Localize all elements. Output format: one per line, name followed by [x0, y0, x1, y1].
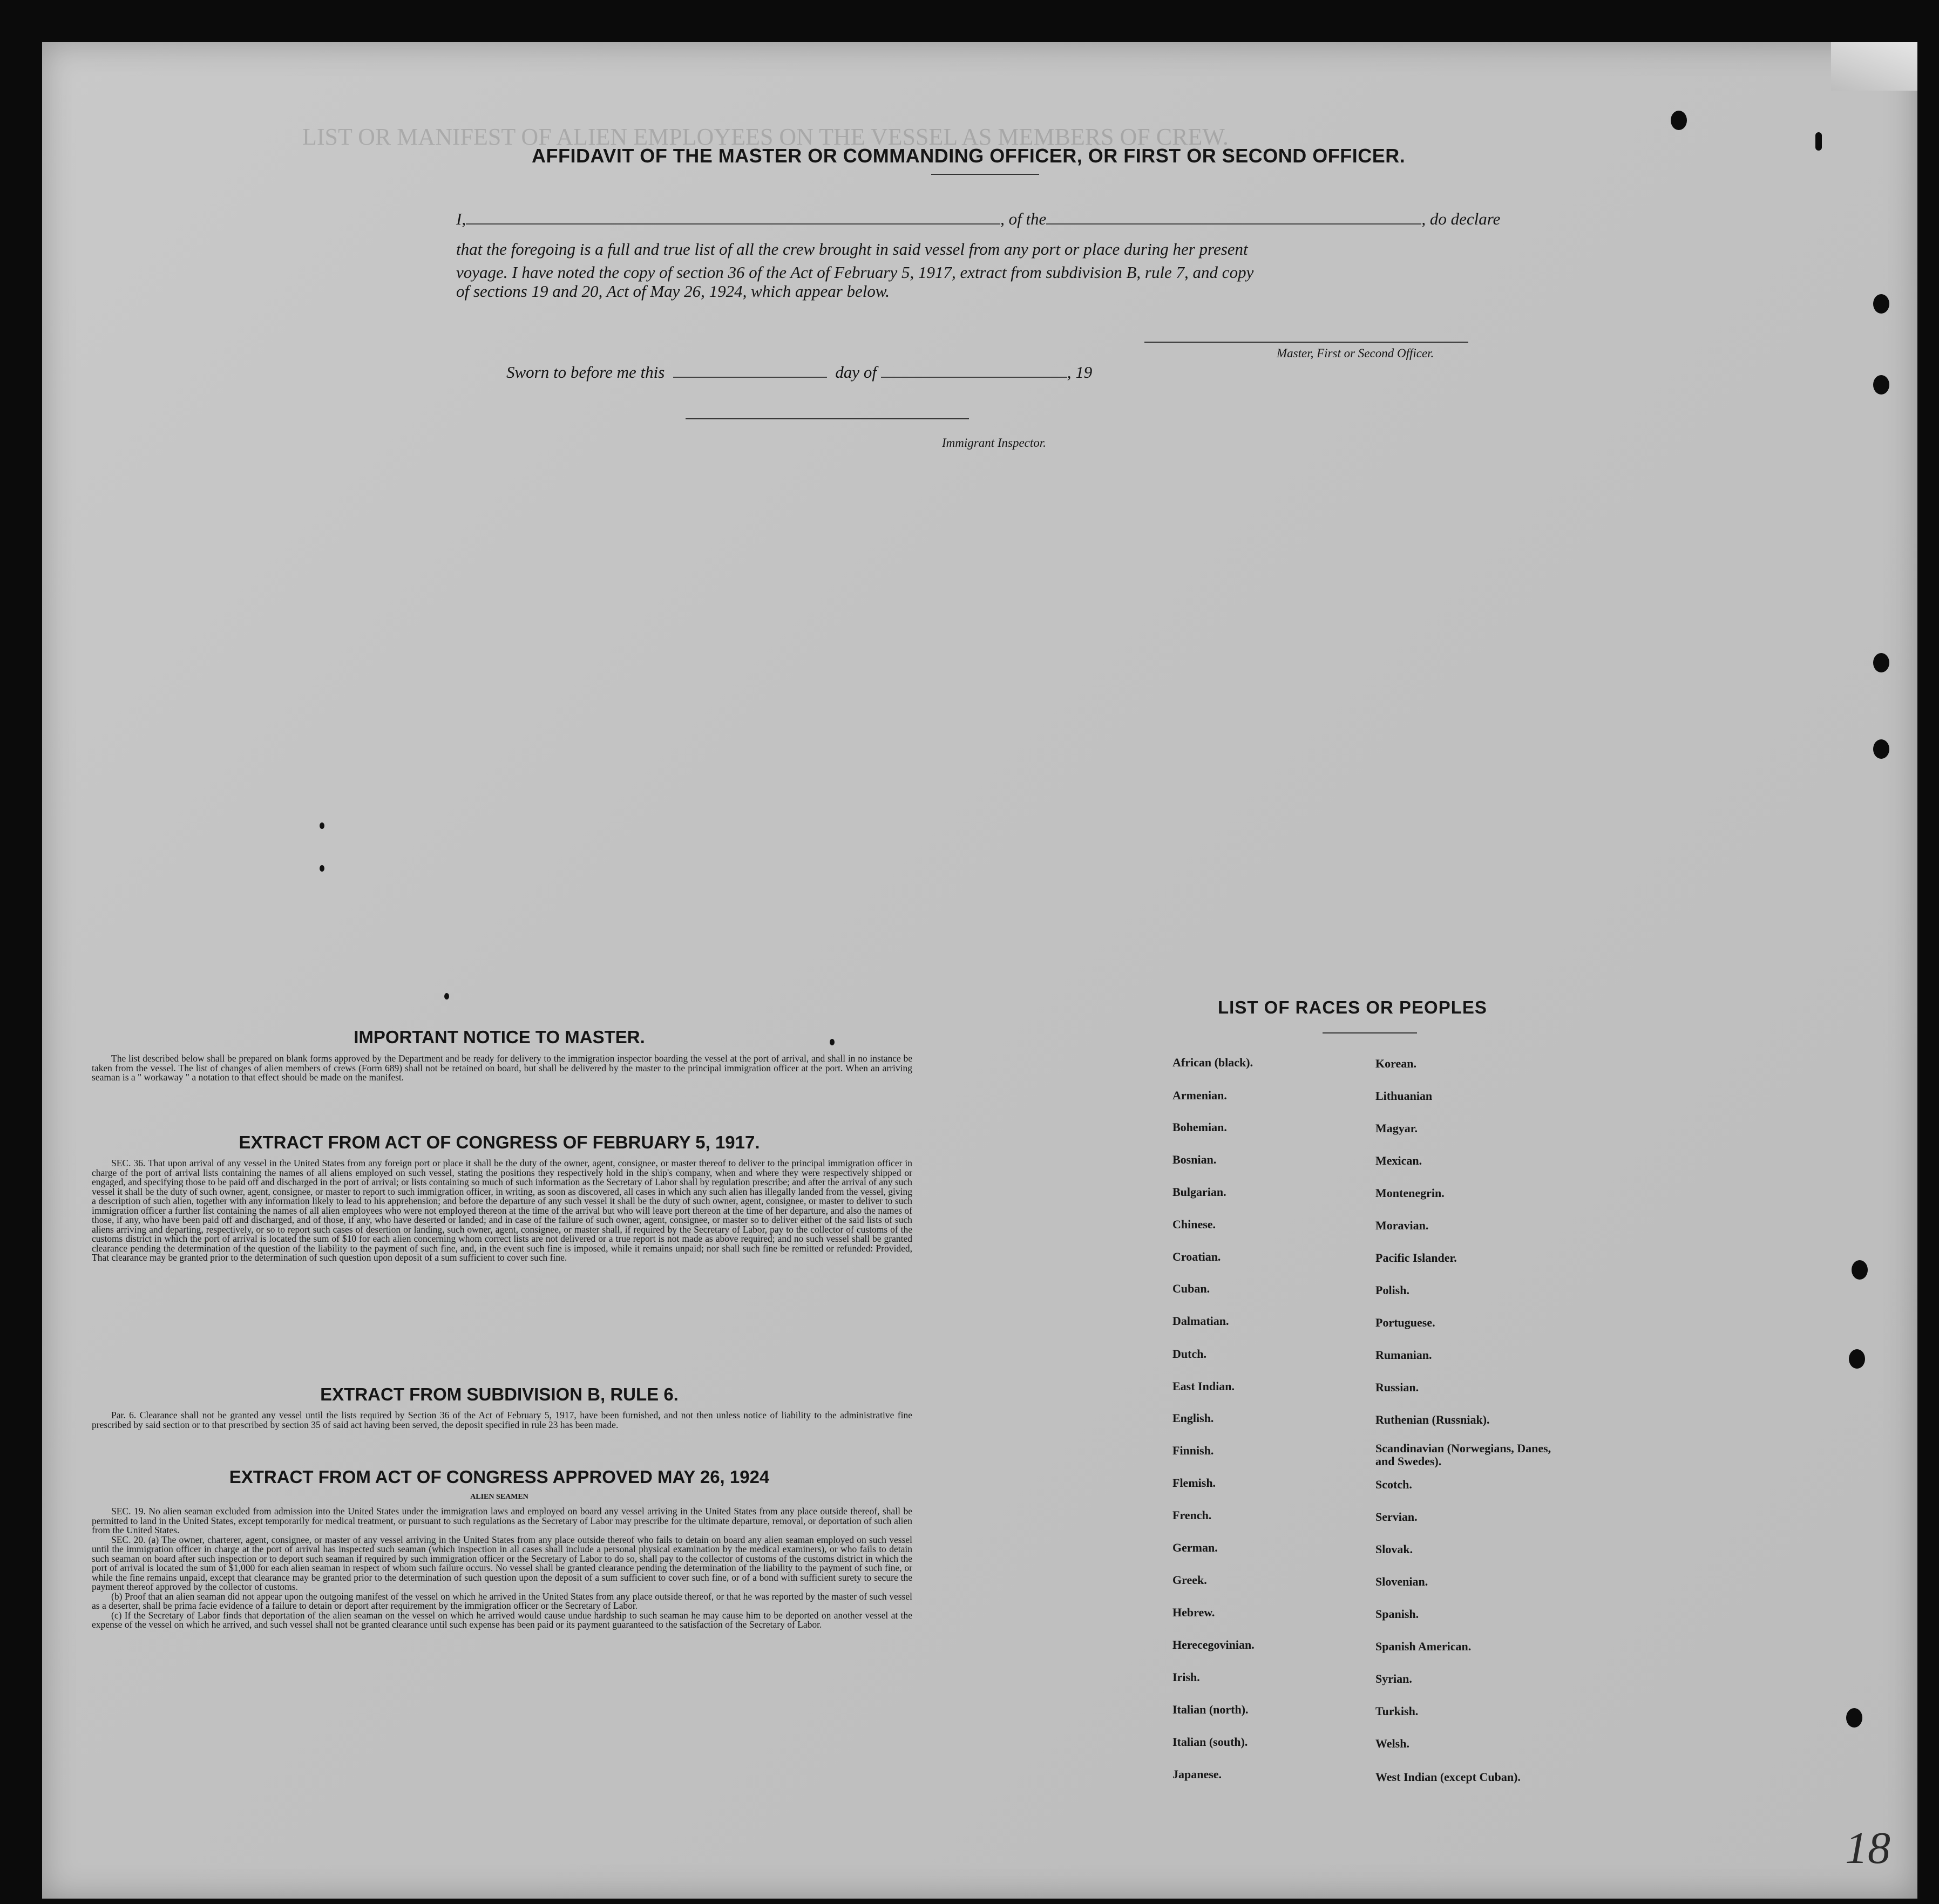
race-item: Ruthenian (Russniak). [1375, 1413, 1490, 1426]
race-item: Mexican. [1375, 1154, 1422, 1167]
race-item: Portuguese. [1375, 1316, 1435, 1329]
extract-1917-title: EXTRACT FROM ACT OF CONGRESS OF FEBRUARY 5, 1917. [239, 1132, 760, 1152]
race-item: African (black). [1172, 1056, 1253, 1069]
race-item: Hebrew. [1172, 1606, 1215, 1619]
affidavit-line-2: that the foregoing is a full and true list of all the crew brought in said vessel from any port or place during her present [456, 240, 1248, 259]
race-item: Greek. [1172, 1573, 1207, 1587]
race-item: Japanese. [1172, 1767, 1222, 1781]
race-item: Lithuanian [1375, 1089, 1433, 1103]
races-title: LIST OF RACES OR PEOPLES [1218, 997, 1487, 1017]
race-item: Spanish. [1375, 1607, 1419, 1621]
race-item: Welsh. [1375, 1737, 1409, 1750]
extract-rule6-paragraph: Par. 6. Clearance shall not be granted any vessel until the lists required by Section 36 of the Act of February 5, 1917, have been furnished, and not then unless notice of liability to the administrative fine prescribed by said section or to that prescribed by section 35 of said act having been served, the deposit specified in rule 23 has been made. [92, 1410, 912, 1430]
race-item: Armenian. [1172, 1089, 1227, 1102]
sworn-month-blank[interactable] [881, 362, 1067, 378]
affidavit-line-4: of sections 19 and 20, Act of May 26, 1924, which appear below. [456, 282, 890, 301]
affidavit-title-rule [931, 174, 1039, 175]
affidavit-line-3: voyage. I have noted the copy of section 36 of the Act of February 5, 1917, extract from subdivision B, rule 7, and copy [456, 263, 1254, 282]
race-item: Bosnian. [1172, 1153, 1217, 1166]
race-item: Montenegrin. [1375, 1186, 1445, 1200]
notice-paragraph: The list described below shall be prepared on blank forms approved by the Department and be ready for delivery to the immigration inspector boarding the vessel at the port of arrival, and shall in no instance be taken from the vessel. The list of changes of alien members of crews (Form 689) shall not be retained on board, but shall be delivered by the master to the principal immigration officer at the port. When an arriving seaman is a " workaway " a notation to that effect should be made on the manifest. [92, 1053, 912, 1083]
extract-1917-paragraph: SEC. 36. That upon arrival of any vessel in the United States from any foreign port or place it shall be the duty of the owner, agent, consignee, or master thereof to deliver to the principal immigration officer in charge of the port of arrival lists containing the names of all aliens employed on such vessel, stating the positions they respectively hold in the ship's company, when and where they were respectively shipped or engaged, and specifying those to be paid off and discharged in the port of arrival; or lists containing so much of such information as the Secretary of Labor shall by regulation prescribe; and after the arrival of any such vessel it shall be the duty of such owner, agent, consignee, or master to report to such immigration officer, in writing, as soon as discovered, all cases in which any such alien has illegally landed from the vessel, giving a description of such alien, together with any information likely to lead to his apprehension; and before the departure of any such vessel it shall be the duty of such owner, agent, consignee, or master to deliver to such immigration officer a further list containing the names of all alien employees who were not employed thereon at the time of the arrival but who will leave port thereon at the time of her departure, and also the names of those, if any, who have been paid off and discharged, and of those, if any, who have deserted or landed; and in case of the failure of such owner, agent, consignee, or master so to deliver either of the said lists of such aliens arriving and departing, respectively, or so to report such cases of desertion or landing, such owner, agent, consignee, or master shall, if required by the Secretary of Labor, pay to the collector of customs of the customs district in which the port of arrival is located the sum of $10 for each alien concerning whom correct lists are not delivered or a true report is not made as above required; and no such vessel shall be granted clearance pending the determination of the question of the liability to the payment of such fine, and, in the event such fine is imposed, while it remains unpaid; nor shall such fine be remitted or refunded: Provided, That clearance may be granted prior to the determination of such question upon deposit of a sum sufficient to cover such fine. [92, 1158, 912, 1263]
extract-1924-body [92, 1507, 912, 1630]
race-item: Syrian. [1375, 1672, 1412, 1685]
race-item: Chinese. [1172, 1218, 1216, 1231]
sec-20a-paragraph: SEC. 20. (a) The owner, charterer, agent, consignee, or master of any vessel arriving in the United States from any place outside thereof who fails to detain on board any alien seaman employed on such vessel until the immigration officer in charge at the port of arrival has inspected such seaman (which inspection in all cases shall include a personal physical examination by the medical examiners), or who fails to detain such seaman on board after such inspection or to deport such seaman if required by such immigration officer or the Secretary of Labor to do so, shall pay to the collector of customs of the customs district in which the port of arrival is located the sum of $1,000 for each alien seaman in respect of whom such failure occurs. No vessel shall be granted clearance pending the determination of the liability to the payment of such fine, or while the fine remains unpaid, except that clearance may be granted prior to the determination of such question upon the deposit of a sum sufficient to cover such fine, or of a bond with sufficient surety to secure the payment thereof approved by the collector of customs. [92, 1534, 912, 1592]
punch-hole [1873, 739, 1889, 759]
race-item: Flemish. [1172, 1476, 1216, 1490]
stray-mark [320, 865, 324, 872]
race-item: Rumanian. [1375, 1348, 1432, 1362]
sworn-year: , 19 [1067, 362, 1093, 382]
extract-1924-subtitle: ALIEN SEAMEN [470, 1493, 528, 1501]
sworn-day-blank[interactable] [673, 362, 827, 378]
affidavit-title: AFFIDAVIT OF THE MASTER OR COMMANDING OFFICER, OR FIRST OR SECOND OFFICER. [532, 145, 1406, 167]
affidavit-line-1 [456, 208, 1500, 229]
race-item: Cuban. [1172, 1282, 1210, 1295]
race-item: Italian (north). [1172, 1703, 1249, 1716]
punch-hole [1873, 653, 1889, 672]
punch-hole [1849, 1349, 1865, 1369]
master-name-blank[interactable] [466, 208, 1000, 225]
race-item: Scotch. [1375, 1478, 1412, 1491]
race-item: French. [1172, 1508, 1212, 1522]
race-item: Dalmatian. [1172, 1314, 1229, 1328]
punch-hole [1852, 1260, 1868, 1280]
sworn-day-of: day of [835, 362, 877, 382]
page-number: 18 [1845, 1823, 1890, 1873]
race-item: English. [1172, 1411, 1214, 1425]
punch-hole [1846, 1708, 1862, 1728]
race-item: Polish. [1375, 1283, 1409, 1297]
race-item: Korean. [1375, 1057, 1416, 1070]
inspector-caption: Immigrant Inspector. [942, 436, 1046, 450]
punch-hole [1671, 111, 1687, 130]
race-item: Bulgarian. [1172, 1185, 1226, 1199]
race-item: Moravian. [1375, 1219, 1429, 1232]
extract-1924-title: EXTRACT FROM ACT OF CONGRESS APPROVED MAY 26, 1924 [229, 1467, 770, 1487]
race-item: East Indian. [1172, 1379, 1235, 1393]
notice-body [92, 1054, 912, 1083]
signature-caption: Master, First or Second Officer. [1277, 346, 1434, 360]
punch-hole [1815, 132, 1822, 151]
signature-line[interactable] [1144, 342, 1468, 343]
race-item: Italian (south). [1172, 1735, 1248, 1749]
races-title-rule [1323, 1032, 1417, 1033]
notice-title: IMPORTANT NOTICE TO MASTER. [354, 1027, 645, 1047]
sec-19-paragraph: SEC. 19. No alien seaman excluded from admission into the United States under the immigration laws and employed on board any vessel arriving in the United States from any place outside thereof, shall be permitted to land in the United States, except temporarily for medical treatment, or pursuant to such regulations as the Secretary of Labor may prescribe for the ultimate departure, removal, or deportation of such alien from the United States. [92, 1506, 912, 1535]
race-item: Slovenian. [1375, 1575, 1428, 1588]
race-item: Pacific Islander. [1375, 1251, 1457, 1264]
race-item: Croatian. [1172, 1250, 1221, 1263]
race-item: Herecegovinian. [1172, 1638, 1255, 1651]
extract-rule6-title: EXTRACT FROM SUBDIVISION B, RULE 6. [320, 1384, 679, 1404]
affidavit-i-label: I, [456, 209, 466, 228]
extract-rule6-body [92, 1411, 912, 1430]
vessel-name-blank[interactable] [1046, 208, 1421, 225]
race-item: Scandinavian (Norwegians, Danes, and Swedes). [1375, 1441, 1551, 1468]
race-item: Turkish. [1375, 1704, 1419, 1718]
race-item: West Indian (except Cuban). [1375, 1770, 1521, 1784]
stray-mark [830, 1039, 835, 1045]
inspector-signature-line[interactable] [686, 418, 969, 419]
race-item: Dutch. [1172, 1347, 1206, 1361]
sworn-line [506, 362, 1092, 382]
race-item: Russian. [1375, 1381, 1419, 1394]
race-item: Irish. [1172, 1670, 1200, 1684]
punch-hole [1873, 375, 1889, 395]
punch-hole [1873, 294, 1889, 314]
of-the-label: , of the [1000, 209, 1047, 228]
race-item: German. [1172, 1541, 1218, 1554]
sec-20c-paragraph: (c) If the Secretary of Labor finds that deportation of the alien seaman on the vessel on which he arrived would cause undue hardship to such seaman he may cause him to be deported on another vessel at the expense of the vessel on which he arrived, and such vessel shall not be granted clearance until such expense has been paid or its payment guaranteed to the satisfaction of the Secretary of Labor. [92, 1609, 912, 1630]
stray-mark [320, 822, 324, 829]
folded-corner [1831, 42, 1917, 91]
extract-1917-body [92, 1159, 912, 1263]
bleed-through-text: LIST OR MANIFEST OF ALIEN EMPLOYEES ON THE VESSEL AS MEMBERS OF CREW. [302, 124, 1229, 150]
race-item: Bohemian. [1172, 1120, 1227, 1134]
stray-mark [444, 993, 449, 999]
race-item: Finnish. [1172, 1444, 1214, 1457]
do-declare-label: , do declare [1421, 209, 1501, 228]
sec-20b-paragraph: (b) Proof that an alien seaman did not appear upon the outgoing manifest of the vessel on which he arrived in the United States from any place outside thereof, or that he was reported by the master of such vessel as a deserter, shall be prima facie evidence of a failure to detain or deport after requirement by the immigration officer or the Secretary of Labor. [92, 1590, 912, 1611]
race-item: Slovak. [1375, 1542, 1413, 1556]
sworn-prefix: Sworn to before me this [506, 362, 665, 382]
race-item: Servian. [1375, 1510, 1418, 1524]
race-item: Magyar. [1375, 1121, 1418, 1135]
race-item: Spanish American. [1375, 1640, 1472, 1653]
